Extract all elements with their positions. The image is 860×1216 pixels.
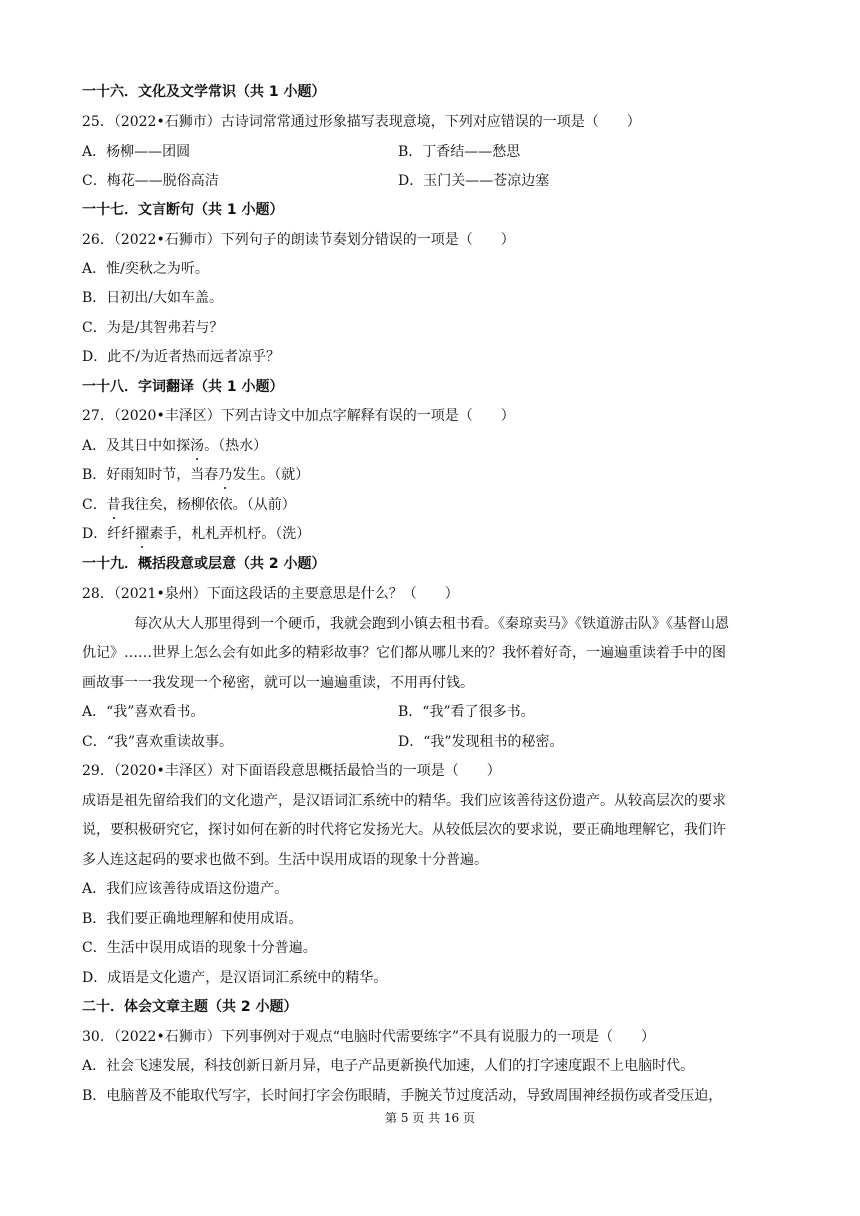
question-25-stem: 25．（2022•石狮市）古诗词常常通过形象描写表现意境，下列对应错误的一项是（ ） (82, 114, 641, 130)
question-30-stem: 30．（2022•石狮市）下列事例对于观点“电脑时代需要练字”不具有说服力的一项是（ ） (82, 1029, 656, 1045)
question-26-option-d: D．此不/为近者热而远者凉乎？ (82, 349, 280, 365)
question-29-option-c: C．生活中误用成语的现象十分普遍。 (82, 940, 317, 956)
section-heading-19: 一十九．概括段意或层意（共 2 小题） (82, 556, 326, 572)
emphasis-dot-char: 乃 (218, 467, 233, 483)
page-footer: 第 5 页 共 16 页 (385, 1111, 475, 1125)
question-29-passage-line-2: 说，要积极研究它，探讨如何在新的时代将它发扬光大。从较低层次的要求说，要正确地理解它，我们许 (82, 822, 726, 838)
section-heading-20: 二十．体会文章主题（共 2 小题） (82, 999, 298, 1015)
section-heading-16: 一十六．文化及文学常识（共 1 小题） (82, 84, 326, 100)
question-26-option-b: B．日初出/大如车盖。 (82, 290, 224, 306)
question-27-option-d: D．纤纤擢素手，札札弄机杼。（洗） (82, 526, 311, 542)
question-25-option-a: A．杨柳——团圆 (82, 144, 191, 160)
question-25-option-c: C．梅花——脱俗高洁 (82, 173, 219, 189)
question-27-stem: 27．（2020•丰泽区）下列古诗文中加点字解释有误的一项是（ ） (82, 408, 515, 424)
question-29-option-a: A．我们应该善待成语这份遗产。 (82, 881, 289, 897)
question-26-stem: 26．（2022•石狮市）下列句子的朗读节奏划分错误的一项是（ ） (82, 232, 515, 248)
emphasis-dot-char: 昔 (106, 497, 121, 513)
question-28-passage-line-2: 仇记》……世界上怎么会有如此多的精彩故事？它们都从哪儿来的？我怀着好奇，一遍遍重读着手中的图 (82, 645, 726, 661)
question-27-option-b: B．好雨知时节，当春乃发生。（就） (82, 467, 310, 483)
question-29-stem: 29．（2020•丰泽区）对下面语段意思概括最恰当的一项是（ ） (82, 763, 501, 779)
question-27-option-a: A．及其日中如探汤。（热水） (82, 438, 268, 454)
question-28-option-c: C．“我”喜欢重读故事。 (82, 734, 234, 750)
question-26-option-a: A．惟/奕秋之为听。 (82, 261, 209, 277)
section-heading-17: 一十七．文言断句（共 1 小题） (82, 202, 284, 218)
question-27-option-c: C．昔我往矣，杨柳依依。（从前） (82, 497, 296, 513)
question-29-option-b: B．我们要正确地理解和使用成语。 (82, 911, 303, 927)
question-29-passage-line-3: 多人连这起码的要求也做不到。生活中误用成语的现象十分普遍。 (82, 852, 488, 868)
question-28-passage-line-1: 每次从大人那里得到一个硬币，我就会跑到小镇去租书看。《秦琼卖马》《铁道游击队》《基督山恩 (134, 616, 729, 632)
question-26-option-c: C．为是/其智弗若与？ (82, 320, 224, 336)
emphasis-dot-char: 汤 (190, 438, 205, 454)
question-25-option-b: B．丁香结——愁思 (398, 144, 521, 160)
question-30-option-b: B．电脑普及不能取代写字，长时间打字会伤眼睛，手腕关节过度活动，导致周围神经损伤或者受压迫， (82, 1088, 723, 1104)
emphasis-dot-char: 擢 (135, 526, 150, 542)
question-28-option-b: B．“我”看了很多书。 (398, 704, 535, 720)
question-29-option-d: D．成语是文化遗产，是汉语词汇系统中的精华。 (82, 970, 388, 986)
question-28-option-d: D．“我”发现租书的秘密。 (398, 734, 564, 750)
question-28-passage-line-3: 画故事一一我发现一个秘密，就可以一遍遍重读，不用再付钱。 (82, 675, 474, 691)
question-29-passage-line-1: 成语是祖先留给我们的文化遗产，是汉语词汇系统中的精华。我们应该善待这份遗产。从较高层次的要求 (82, 793, 726, 809)
question-28-option-a: A．“我”喜欢看书。 (82, 704, 205, 720)
question-28-stem: 28．（2021•泉州）下面这段话的主要意思是什么？（ ） (82, 586, 459, 602)
section-heading-18: 一十八．字词翻译（共 1 小题） (82, 379, 284, 395)
question-25-option-d: D．玉门关——苍凉边塞 (398, 173, 550, 189)
question-30-option-a: A．社会飞速发展，科技创新日新月异，电子产品更新换代加速，人们的打字速度跟不上电脑时代。 (82, 1058, 695, 1074)
